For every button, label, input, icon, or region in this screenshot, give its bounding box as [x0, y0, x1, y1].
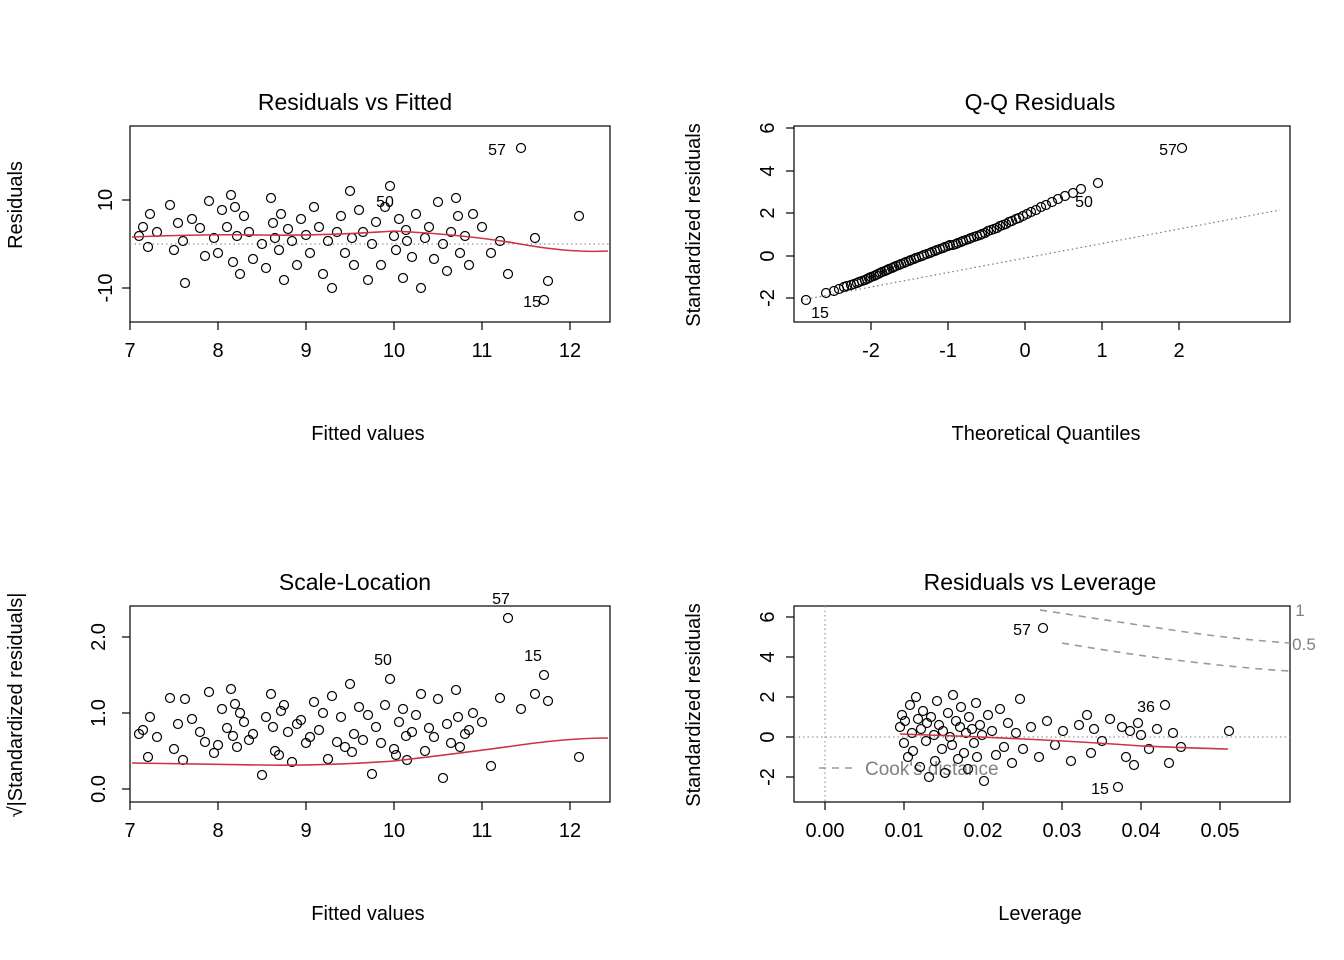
point-annotation: 57 [488, 142, 506, 159]
plot-title: Scale-Location [278, 569, 432, 595]
x-tick-label: 0.02 [963, 820, 1003, 842]
point-annotation: 15 [523, 294, 541, 311]
y-tick-label: -2 [757, 768, 779, 786]
x-tick-label: 9 [300, 820, 312, 842]
x-tick-label: 1 [1096, 340, 1108, 362]
residuals-vs-fitted-svg [0, 0, 672, 480]
y-tick-label: -2 [757, 289, 779, 307]
y-tick-label: 2 [757, 691, 779, 703]
cooks-distance-legend-label: Cook's distance [865, 759, 999, 780]
point-annotation: 15 [811, 305, 829, 322]
x-tick-label: 10 [382, 340, 406, 362]
y-tick-label: 4 [757, 165, 779, 177]
x-tick-label: 10 [382, 820, 406, 842]
panel-scale-location [0, 480, 672, 960]
point-annotation: 57 [1159, 142, 1177, 159]
point-annotation: 36 [1137, 699, 1155, 716]
loess-smoother [132, 738, 608, 765]
y-tick-label: 0 [757, 731, 779, 743]
x-axis-label: Leverage [998, 903, 1082, 925]
x-tick-label: 0.04 [1121, 820, 1161, 842]
plot-frame [130, 606, 610, 802]
x-axis-label: Theoretical Quantiles [951, 423, 1141, 445]
y-tick-marks [786, 128, 794, 298]
x-axis-label: Fitted values [311, 903, 425, 925]
y-axis-label: Residuals [5, 161, 27, 249]
qq-reference-line [802, 210, 1280, 300]
x-tick-label: 11 [471, 340, 493, 362]
scale-location-svg [0, 480, 672, 960]
y-tick-label: 0.0 [88, 775, 110, 803]
x-tick-label: 12 [558, 340, 582, 362]
y-tick-label: 0 [757, 250, 779, 262]
y-axis-label: √|Standardized residuals| [5, 592, 27, 818]
point-annotation: 15 [1091, 781, 1109, 798]
data-points [802, 144, 1187, 305]
y-tick-label: 4 [757, 651, 779, 663]
y-axis-label: Standardized residuals [683, 603, 705, 807]
point-annotation: 57 [1013, 622, 1031, 639]
y-tick-label: -10 [95, 273, 117, 303]
x-tick-marks [130, 802, 570, 810]
x-tick-label: 8 [212, 340, 224, 362]
point-annotation: 50 [1075, 194, 1093, 211]
x-tick-label: 0.00 [805, 820, 845, 842]
point-annotation: 57 [492, 591, 510, 608]
panel-residuals-vs-leverage [672, 480, 1344, 960]
x-tick-label: 11 [471, 820, 493, 842]
x-tick-label: 0 [1019, 340, 1031, 362]
x-tick-label: 0.03 [1042, 820, 1082, 842]
x-tick-label: -2 [862, 340, 880, 362]
data-points [135, 614, 584, 783]
data-points [135, 144, 584, 305]
x-tick-label: 7 [124, 820, 136, 842]
plot-frame [794, 126, 1290, 322]
plot-title: Residuals vs Fitted [257, 89, 453, 115]
cooks-distance-curve-05 [1062, 643, 1290, 671]
y-axis-label: Standardized residuals [683, 123, 705, 327]
x-tick-label: 8 [212, 820, 224, 842]
x-axis-label: Fitted values [311, 423, 425, 445]
x-tick-label: -1 [939, 340, 957, 362]
y-tick-label: 2 [757, 207, 779, 219]
residuals-vs-leverage-svg [672, 480, 1344, 960]
y-tick-marks [786, 617, 794, 777]
x-tick-marks [871, 322, 1179, 330]
y-tick-label: 6 [757, 611, 779, 623]
y-tick-label: 1.0 [88, 699, 110, 727]
y-tick-label: 2.0 [88, 623, 110, 651]
x-tick-label: 0.05 [1200, 820, 1240, 842]
cooks-distance-curve-1 [1040, 610, 1290, 643]
x-tick-marks [825, 802, 1220, 810]
panel-residuals-vs-fitted [0, 0, 672, 480]
point-annotation: 50 [374, 652, 392, 669]
plot-title: Residuals vs Leverage [923, 569, 1157, 595]
y-tick-marks [122, 200, 130, 288]
panel-qq-residuals [672, 0, 1344, 480]
y-tick-marks [122, 637, 130, 789]
x-tick-label: 2 [1173, 340, 1185, 362]
cooks-level-label: 0.5 [1292, 635, 1316, 654]
point-annotation: 50 [376, 194, 394, 211]
x-tick-label: 7 [124, 340, 136, 362]
point-annotation: 15 [524, 648, 542, 665]
y-tick-label: 10 [95, 188, 117, 212]
qq-residuals-svg [672, 0, 1344, 480]
cooks-level-label: 1 [1295, 601, 1305, 620]
x-tick-label: 12 [558, 820, 582, 842]
y-tick-label: 6 [757, 122, 779, 134]
x-tick-label: 0.01 [884, 820, 924, 842]
x-tick-label: 9 [300, 340, 312, 362]
plot-title: Q-Q Residuals [964, 89, 1116, 115]
x-tick-marks [130, 322, 570, 330]
